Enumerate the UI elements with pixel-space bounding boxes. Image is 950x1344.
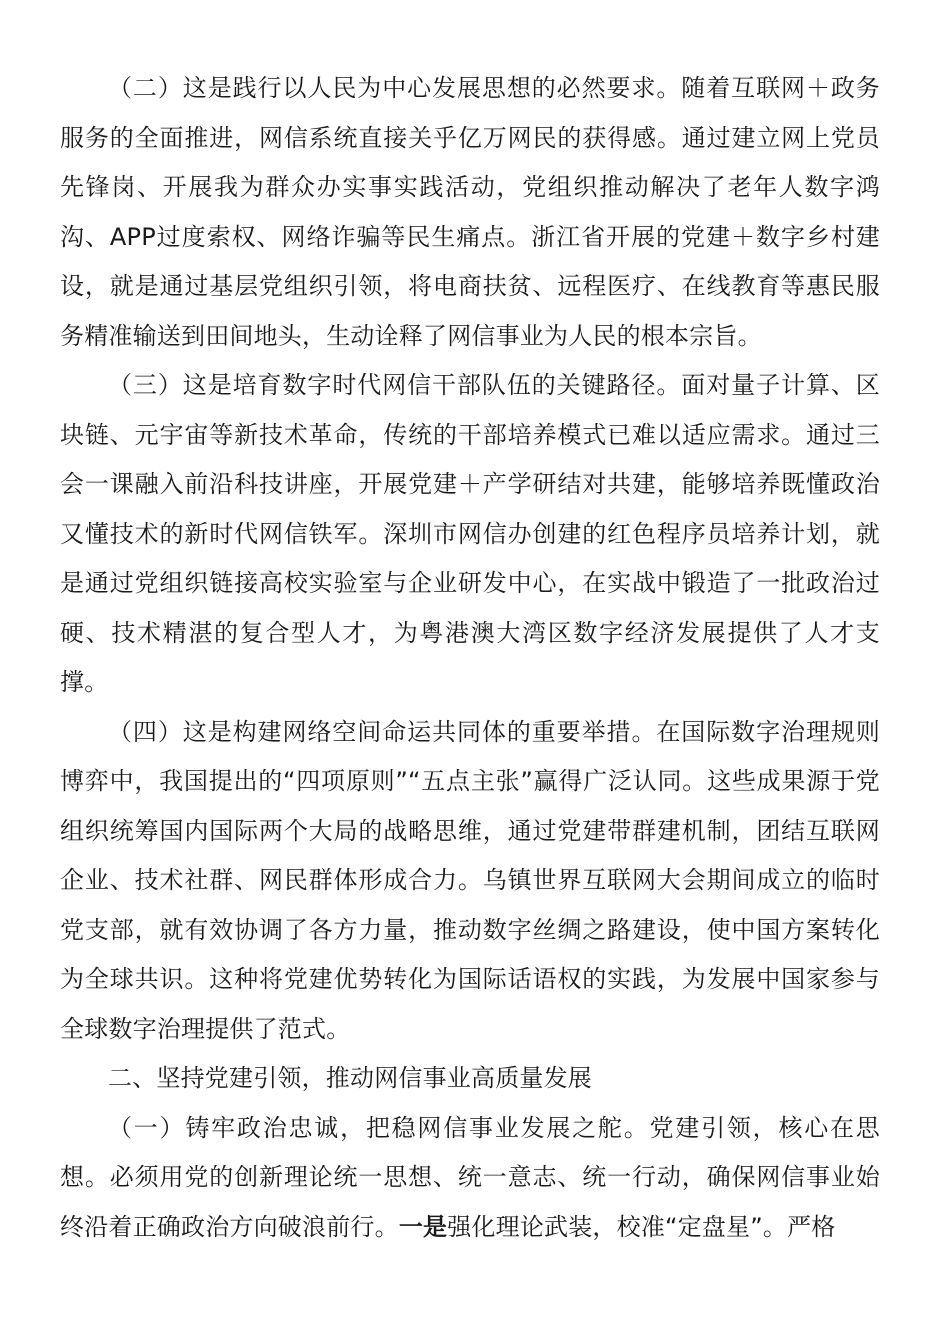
paragraph-3: （三）这是培育数字时代网信干部队伍的关键路径。面对量子计算、区块链、元宇宙等新技术革命，传统的干部培养模式已难以适应需求。通过三会一课融入前沿科技讲座，开展党建＋产学研结对共建，能够培养既懂政治又懂技术的新时代网信铁军。深圳市网信办创建的红色程序员培养计划，就是通过党组织链接高校实验室与企业研发中心，在实战中锻造了一批政治过硬、技术精湛的复合型人才，为粤港澳大湾区数字经济发展提供了人才支撑。: [60, 371, 880, 696]
paragraph-section-2-1-tail: 强化理论武装，校准“定盘星”。严格: [447, 1212, 836, 1241]
emphasis-first: 一是: [398, 1212, 448, 1241]
section-heading: 二、坚持党建引领，推动网信事业高质量发展: [108, 1064, 592, 1092]
paragraph-section-2-1-lead: （一）铸牢政治忠诚，把稳网信事业发展之舵。党建引领，核心在思想。必须用党的创新理论统一思想、统一意志、统一行动，确保网信事业始终沿着正确政治方向破浪前行。: [60, 1113, 880, 1241]
paragraph-4: （四）这是构建网络空间命运共同体的重要举措。在国际数字治理规则博弈中，我国提出的“四项原则”“五点主张”赢得广泛认同。这些成果源于党组织统筹国内国际两个大局的战略思维，通过党建带群建机制，团结互联网企业、技术社群、网民群体形成合力。乌镇世界互联网大会期间成立的临时党支部，就有效协调了各方力量，推动数字丝绸之路建设，使中国方案转化为全球共识。这种将党建优势转化为国际话语权的实践，为发展中国家参与全球数字治理提供了范式。: [60, 717, 880, 1043]
document-page: [60, 64, 880, 1252]
paragraph-2: （二）这是践行以人民为中心发展思想的必然要求。随着互联网＋政务服务的全面推进，网信系统直接关乎亿万网民的获得感。通过建立网上党员先锋岗、开展我为群众办实事实践活动，党组织推动解决了老年人数字鸿沟、APP过度索权、网络诈骗等民生痛点。浙江省开展的党建＋数字乡村建设，就是通过基层党组织引领，将电商扶贫、远程医疗、在线教育等惠民服务精准输送到田间地头，生动诠释了网信事业为人民的根本宗旨。: [60, 74, 880, 350]
paragraph-section-2-1: [60, 1104, 880, 1253]
